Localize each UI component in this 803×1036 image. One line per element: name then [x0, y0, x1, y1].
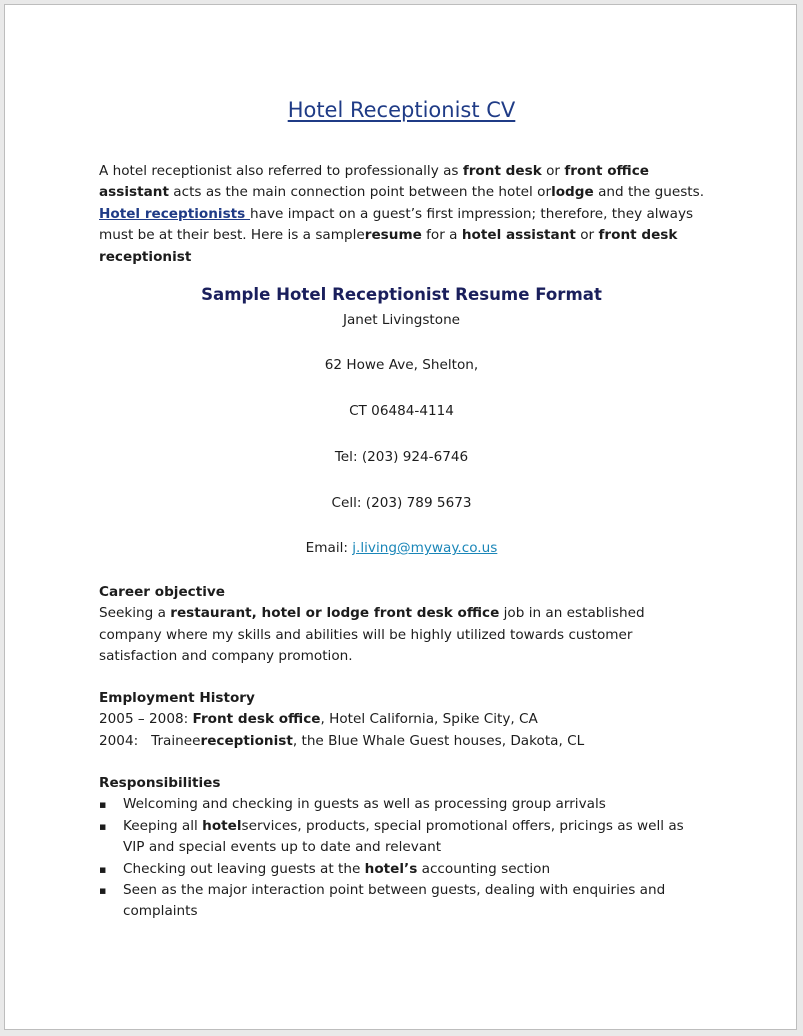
employment-row — [99, 731, 709, 752]
career-objective-heading: Career objective — [99, 584, 225, 600]
contact-name: Janet Livingstone — [342, 312, 461, 328]
career-objective-section — [99, 582, 709, 668]
employment-history-heading: Employment History — [99, 690, 255, 706]
intro-bold: front desk — [462, 163, 542, 179]
responsibilities-list — [99, 794, 699, 922]
hotel-receptionists-link[interactable]: Hotel receptionists — [99, 205, 251, 222]
responsibilities-section — [99, 773, 699, 923]
contact-email-row — [0, 540, 803, 556]
resume-format-heading: Sample Hotel Receptionist Resume Format — [201, 285, 602, 304]
employment-role: Front desk office — [192, 711, 321, 728]
intro-text: or — [575, 227, 599, 244]
intro-text: have impact on a guest’s first impression; therefore, they always must be at their best. Here is a sample — [99, 205, 694, 244]
employment-dates: 2004: Trainee — [99, 732, 201, 749]
responsibilities-heading: Responsibilities — [99, 775, 221, 791]
employment-place: , the Blue Whale Guest houses, Dakota, CL — [292, 732, 585, 749]
intro-bold: lodge — [551, 184, 594, 201]
page-title: Hotel Receptionist CV — [287, 98, 516, 122]
employment-dates: 2005 – 2008: — [99, 711, 193, 728]
bullet-icon: ▪ — [99, 862, 107, 876]
employment-row — [99, 709, 709, 730]
intro-bold: front office assistant — [99, 163, 649, 201]
intro-bold: front desk receptionist — [99, 227, 678, 265]
list-item-text: Checking out leaving guests at the — [123, 860, 365, 877]
intro-text: acts as the main connection point between the hotel or — [168, 184, 552, 201]
list-item — [99, 859, 699, 880]
career-bold: restaurant, hotel or lodge front desk office — [170, 605, 500, 622]
bullet-icon: ▪ — [99, 884, 107, 898]
list-item — [99, 794, 699, 815]
list-item — [99, 880, 699, 923]
employment-role: receptionist — [200, 732, 293, 749]
career-objective-text — [99, 603, 709, 667]
career-text: Seeking a — [99, 605, 171, 622]
intro-bold: hotel assistant — [461, 227, 576, 244]
bullet-icon: ▪ — [99, 819, 107, 833]
employment-place: , Hotel California, Spike City, CA — [320, 711, 538, 728]
contact-address-line2: CT 06484-4114 — [349, 403, 454, 419]
contact-address-line1: 62 Howe Ave, Shelton, — [324, 357, 479, 373]
email-link[interactable]: j.living@myway.co.us — [352, 540, 498, 556]
intro-text: A hotel receptionist also referred to professionally as — [99, 163, 463, 179]
list-item-text: Keeping all — [123, 817, 203, 834]
career-text: job in an established company where my skills and abilities will be highly utilized towards customer satisfaction and company promotion. — [99, 605, 645, 665]
intro-text: or — [541, 163, 565, 179]
list-item-bold: hotel’s — [364, 860, 418, 877]
list-item-text: accounting section — [417, 860, 551, 877]
list-item-bold: hotel — [202, 817, 242, 834]
bullet-icon: ▪ — [99, 798, 107, 812]
list-item-text: Seen as the major interaction point between guests, dealing with enquiries and complaints — [123, 882, 666, 920]
contact-tel: Tel: (203) 924-6746 — [334, 449, 469, 465]
list-item — [99, 816, 699, 859]
intro-paragraph — [99, 161, 709, 268]
contact-cell: Cell: (203) 789 5673 — [331, 495, 472, 511]
list-item-text: services, products, special promotional offers, pricings as well as VIP and special events up to date and relevant — [123, 817, 684, 856]
intro-text: for a — [421, 227, 462, 244]
email-label: Email: — [305, 540, 353, 556]
employment-history-section — [99, 688, 709, 752]
intro-text: and the guests. — [593, 184, 705, 201]
intro-bold: resume — [364, 227, 422, 244]
list-item-text: Welcoming and checking in guests as well as processing group arrivals — [123, 796, 606, 813]
